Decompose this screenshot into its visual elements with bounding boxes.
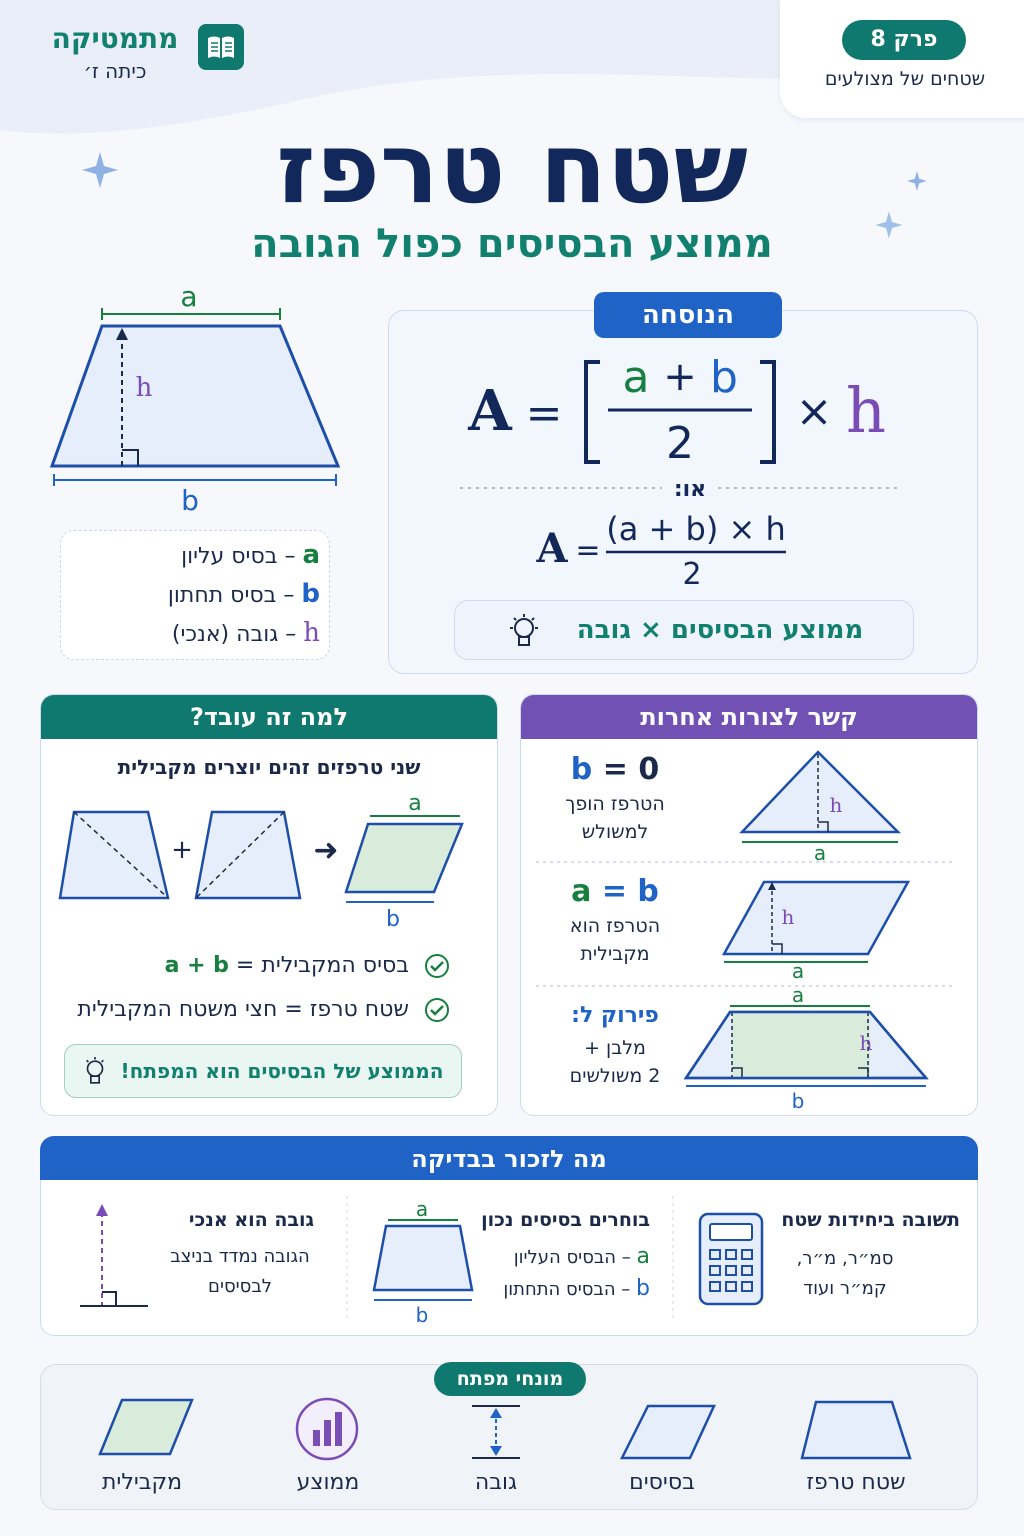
term-height: גובה	[474, 1470, 518, 1495]
remember-bases-title: בוחרים בסיסים נכון	[481, 1209, 650, 1231]
check-circle-icon	[424, 953, 450, 979]
term-bases: בסיסים	[629, 1470, 695, 1495]
key-insight-text: הממוצע של הבסיסים הוא המפתח!	[120, 1059, 444, 1083]
trapezoid-term-icon	[796, 1398, 916, 1464]
average-chart-icon	[294, 1396, 360, 1462]
alt-numerator: (a + b) × h	[606, 510, 786, 548]
relations-panel-title: קשר לצורות אחרות	[521, 695, 977, 739]
height-term-icon	[468, 1402, 524, 1462]
bottom-base-label: b	[181, 484, 199, 517]
remember-height-text: הגובה נמדד בניצב לבסיסים	[170, 1246, 310, 1297]
lightbulb-icon	[506, 612, 542, 652]
plus-sign: +	[171, 835, 193, 865]
formula-denominator: 2	[666, 418, 694, 469]
area-symbol-2: A	[536, 525, 568, 572]
bases-term-icon	[618, 1402, 718, 1462]
triangle-figure	[730, 746, 910, 862]
remember-units-title: תשובה ביחידות שטח	[781, 1209, 960, 1231]
top-base-label: a	[180, 280, 198, 313]
decomposed-trapezoid-figure	[680, 986, 932, 1114]
svg-text:a: a	[813, 841, 827, 862]
svg-text:=: =	[575, 533, 601, 568]
term-average: ממוצע	[296, 1470, 360, 1495]
parallelogram-top-label: a	[408, 791, 422, 816]
check-item-base: בסיס המקבילית = a + b	[60, 950, 450, 982]
remember-title: מה לזכור בבדיקה	[40, 1136, 978, 1182]
formula-title: הנוסחה	[594, 292, 782, 338]
parallelogram-construction-diagram	[50, 790, 490, 940]
svg-text:a: a	[791, 959, 805, 982]
relation-desc-triangle: הטרפז הופך למשולש	[565, 793, 665, 843]
why-subtitle: שני טרפזים זהים יוצרים מקבילית	[117, 755, 421, 779]
calculator-icon	[698, 1212, 764, 1306]
legend-item-a: a – בסיס עליון	[181, 540, 320, 570]
formula-h: h	[846, 374, 886, 447]
divider	[536, 860, 956, 864]
relation-eq-parallelogram: a = b	[571, 874, 659, 909]
key-terms-title: מונחי מפתח	[434, 1362, 586, 1396]
svg-text:b: b	[415, 1303, 429, 1326]
remember-units-text: סמ״ר, מ״ר, קמ״ר ועוד	[796, 1248, 894, 1299]
equals-sign: =	[525, 388, 563, 439]
term-parallelogram: מקבילית	[101, 1470, 183, 1495]
remember-bases-line-b: b – הבסיס התחתון	[503, 1276, 650, 1301]
parallelogram-bottom-label: b	[386, 907, 400, 932]
chapter-topic: שטחים של מצולעים	[824, 68, 986, 90]
brand-title: מתמטיקה	[51, 22, 179, 55]
parallelogram-figure	[716, 876, 916, 982]
formula-display	[400, 344, 970, 594]
svg-text:a: a	[415, 1197, 429, 1221]
legend-item-h: h – גובה (אנכי)	[171, 618, 320, 648]
remember-bases-line-a: a – הבסיס העליון	[513, 1244, 650, 1269]
page-title: שטח טרפז	[276, 112, 748, 226]
height-perpendicular-icon	[76, 1200, 152, 1314]
why-panel-title: למה זה עובד?	[41, 695, 497, 739]
relation-eq-triangle: b = 0	[570, 752, 660, 787]
check-circle-icon	[424, 997, 450, 1023]
trapezoid-small-figure	[366, 1196, 478, 1326]
brand	[40, 22, 190, 86]
or-label: או:	[673, 477, 707, 502]
trapezoid-diagram	[40, 280, 360, 520]
arrow-right-icon: ➜	[313, 833, 339, 868]
svg-text:h: h	[829, 793, 843, 817]
lightbulb-icon	[80, 1054, 110, 1090]
times-sign: ×	[795, 386, 833, 437]
formula-a: a	[622, 352, 650, 403]
area-symbol: A	[468, 378, 512, 444]
formula-plus: +	[663, 354, 697, 400]
check-item-area: שטח טרפז = חצי משטח המקבילית	[60, 994, 450, 1026]
chapter-badge: פרק 8	[842, 20, 966, 60]
height-label: h	[135, 373, 153, 403]
svg-text:h: h	[781, 905, 795, 929]
divider	[346, 1196, 348, 1322]
svg-text:h: h	[859, 1031, 873, 1055]
svg-text:a: a	[791, 986, 805, 1007]
formula-b: b	[710, 352, 738, 403]
legend-item-b: b – בסיס תחתון	[167, 579, 320, 609]
term-trapezoid-area: שטח טרפז	[806, 1470, 906, 1495]
relation-desc-decompose: מלבן + 2 משולשים	[569, 1037, 661, 1087]
brand-grade: כיתה ז׳	[83, 59, 147, 83]
divider	[672, 1196, 674, 1322]
relation-desc-parallelogram: הטרפז הוא מקבילית	[569, 915, 661, 965]
parallelogram-term-icon	[96, 1398, 196, 1458]
alt-denominator: 2	[682, 557, 702, 592]
relation-eq-decompose: פירוק ל:	[571, 1003, 659, 1028]
svg-text:b: b	[791, 1089, 805, 1113]
page-subtitle: ממוצע הבסיסים כפול הגובה	[251, 221, 773, 267]
remember-height-title: גובה הוא אנכי	[188, 1209, 314, 1231]
hint-text: ממוצע הבסיסים × גובה	[576, 615, 864, 645]
book-icon	[198, 24, 244, 70]
